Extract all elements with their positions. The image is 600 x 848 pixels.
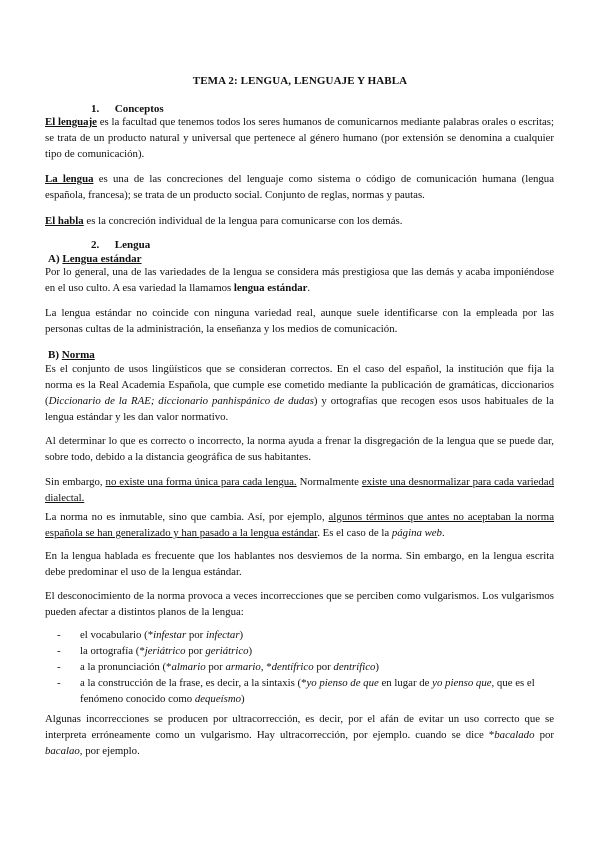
term-habla: El habla (45, 215, 84, 227)
text: ) (248, 645, 253, 657)
list-dash: - (57, 645, 61, 657)
text: por (534, 729, 554, 741)
italic-text: yo pienso que, (432, 677, 495, 689)
subheading-letter: A) (48, 253, 60, 265)
text: que es el fenómeno conocido como (80, 677, 535, 705)
section-title: Conceptos (114, 103, 164, 115)
text: , * (260, 661, 272, 673)
italic-text: geriátrico (205, 645, 249, 657)
text: La norma no es inmutable, sino que cambia. Así, por ejemplo, (45, 511, 329, 523)
text: Es el conjunto de usos lingüísticos que se consideran correctos. En el caso del español, la institución que fija la norma es la Real Academia Española, que cumple ese cometido mediante la publicación de gramáticas, diccionarios ( (45, 363, 554, 407)
text: por (185, 645, 206, 657)
paragraph-norma-3 (45, 474, 554, 506)
subheading-norma (45, 348, 557, 362)
text: a la pronunciación (* (80, 661, 172, 673)
paragraph-estandar-2 (45, 305, 554, 337)
text: En la lengua hablada es frecuente que los hablantes nos desviemos de la norma. Sin embargo, en la lengua escrita debe predominar el uso de la lengua estándar. (45, 550, 554, 578)
italic-text: infectar (205, 629, 240, 641)
text: es la facultad que tenemos todos los seres humanos de comunicarnos mediante palabras orales o escritas; se trata de un producto natural y universal que pertenece al género humano (por extensión se denomina a cualquier tipo de comunicación). (45, 116, 554, 160)
italic-text: bacalado (494, 729, 535, 741)
italic-text: dequeísmo (194, 693, 242, 705)
subheading-letter: B) (48, 349, 59, 361)
subheading-title: Lengua estándar (62, 253, 142, 265)
italic-text: armario (225, 661, 261, 673)
text: El desconocimiento de la norma provoca a veces incorrecciones que se perciben como vulgarismos. Los vulgarismos pueden afectar a distintos planos de la lengua: (45, 590, 554, 618)
text: . (307, 282, 311, 294)
text: en lugar de (378, 677, 433, 689)
subheading-title: Norma (61, 349, 95, 361)
list-dash: - (57, 661, 61, 673)
italic-text: dentrífico (333, 661, 376, 673)
text: ) (375, 661, 380, 673)
term-lengua: La lengua (45, 173, 94, 185)
italic-text: jeriátrico (144, 645, 186, 657)
text: ) (239, 629, 244, 641)
section-title: Lengua (114, 239, 151, 251)
text: es una de las concreciones del lenguaje como sistema o código de comunicación humana (lengua española, francesa); se trata de un producto social. Conjunto de reglas, normas y pautas. (45, 173, 554, 201)
bold-term: lengua estándar (233, 282, 308, 294)
list-dash: - (57, 629, 61, 641)
text: , por ejemplo. (79, 745, 140, 757)
text: a la construcción de la frase, es decir, a la sintaxis (* (80, 677, 307, 689)
list-item (57, 675, 554, 707)
text: . Es el caso de la (317, 527, 392, 539)
underlined-text: algunos términos que antes no aceptaban la norma española se han generalizado y han pasado a la lengua estándar (45, 511, 554, 539)
paragraph-norma-4 (45, 509, 554, 541)
text: ) y ortografías que recogen esos usos habituales de la lengua estándar y les dan valor normativo. (45, 395, 554, 423)
italic-text: yo pienso de que (306, 677, 379, 689)
paragraph-norma-6 (45, 588, 554, 620)
paragraph-norma-7 (45, 711, 554, 759)
italic-text: dentífrico (271, 661, 314, 673)
italic-text: almario (171, 661, 206, 673)
paragraph-norma-2 (45, 433, 554, 465)
text: por (205, 661, 226, 673)
text: Por lo general, una de las variedades de la lengua se considera más prestigiosa que las demás y acaba imponiéndose en el uso culto. A esa variedad la llamamos (45, 266, 554, 294)
italic-text: infestar (153, 629, 187, 641)
text: La lengua estándar no coincide con ninguna variedad real, aunque suele identificarse con la empleada por las personas cultas de la administración, la enseñanza y los medios de comunicación. (45, 307, 554, 335)
paragraph-norma-1 (45, 361, 554, 425)
text: por (313, 661, 334, 673)
text: Algunas incorrecciones se producen por ultracorrección, es decir, por el afán de evitar un uso correcto que se interpreta erróneamente como un vulgarismo. Hay ultracorrección, por ejemplo. cuando se dice * (45, 713, 554, 741)
section-number: 1. (91, 103, 100, 115)
section-number: 2. (91, 239, 100, 251)
underlined-text: no existe una forma única para cada lengua. (105, 476, 297, 488)
italic-text: Diccionario de la RAE; diccionario panhispánico de dudas (48, 395, 314, 407)
text: Al determinar lo que es correcto o incorrecto, la norma ayuda a frenar la disgregación de la lengua que se puede dar, sobre todo, debido a la distancia geográfica de sus habitantes. (45, 435, 554, 463)
paragraph-lengua (45, 171, 554, 203)
vulgarism-list (45, 627, 554, 707)
text: es la concreción individual de la lengua para comunicarse con los demás. (83, 215, 403, 227)
paragraph-lenguaje (45, 114, 554, 162)
text: por (186, 629, 206, 641)
paragraph-estandar-1 (45, 264, 554, 296)
section-heading-lengua (45, 238, 600, 252)
text: ) (241, 693, 245, 705)
list-dash: - (57, 677, 61, 689)
text: la ortografía (* (80, 645, 145, 657)
list-item (57, 659, 554, 675)
text: el vocabulario (* (80, 629, 154, 641)
term-lenguaje: El lenguaje (45, 116, 97, 128)
document-title: TEMA 2: LENGUA, LENGUAJE Y HABLA (192, 75, 408, 87)
italic-text: página web (391, 527, 442, 539)
underlined-text: existe una desnormalizar para cada variedad dialectal. (45, 476, 554, 504)
list-item (57, 643, 554, 659)
text: Normalmente (296, 476, 362, 488)
text: Sin embargo, (45, 476, 106, 488)
list-item (57, 627, 554, 643)
text: . (441, 527, 445, 539)
italic-text: bacalao (45, 745, 80, 757)
paragraph-norma-5 (45, 548, 554, 580)
paragraph-habla (45, 213, 554, 229)
